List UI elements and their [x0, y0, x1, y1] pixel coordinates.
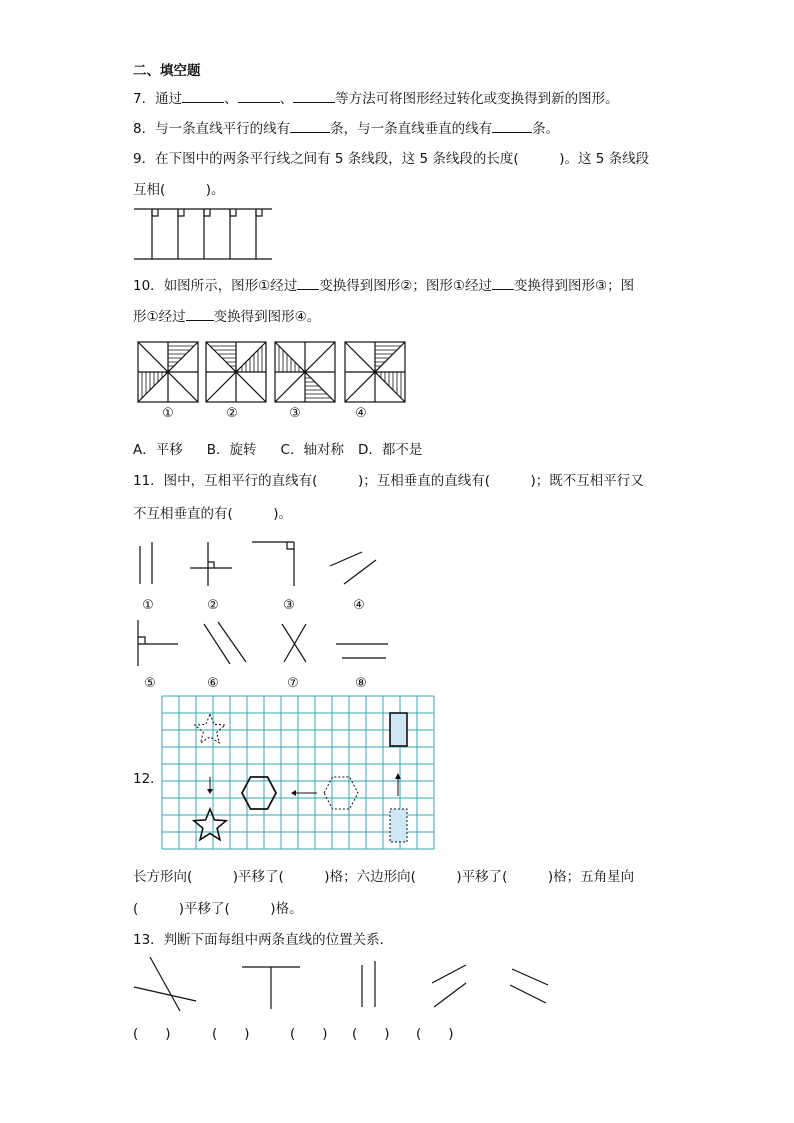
q10-square-3: [275, 342, 335, 402]
q10-label-3: ③: [289, 406, 301, 421]
q10-option-d[interactable]: D．都不是: [357, 442, 423, 458]
q11-label-2: ②: [207, 598, 219, 613]
q12-line-2: ( )平移了( )格。: [133, 901, 303, 917]
q9-line-2: 互相( )。: [133, 182, 225, 198]
q10-number: 10．: [133, 278, 164, 294]
q10-square-2: [206, 342, 266, 402]
q11-line-2: 不互相垂直的有( )。: [133, 506, 293, 522]
q10-option-b[interactable]: B．旋转: [206, 442, 257, 458]
q12-line-1: 长方形向( )平移了( )格；六边形向( )平移了( )格；五角星向: [133, 869, 635, 885]
q8-text-b: 条，与一条直线垂直的线有: [330, 121, 493, 137]
q10-blank-3[interactable]: [186, 307, 214, 321]
q11-label-3: ③: [283, 598, 295, 613]
q12-grid-figure: [161, 695, 440, 858]
q10-option-c[interactable]: C．轴对称: [280, 442, 344, 458]
q10-text-e: 变换得到图形④。: [213, 309, 321, 325]
q10-options: [133, 441, 422, 459]
q7-number: 7．: [133, 91, 156, 107]
star-original-dashed: [195, 714, 225, 743]
q10-option-a[interactable]: A．平移: [133, 442, 183, 458]
q11-pair-1: [140, 542, 152, 584]
question-7: [133, 89, 619, 108]
q10-text-d: 形①经过: [133, 309, 186, 325]
q8-number: 8．: [133, 121, 156, 137]
q13-pair-1: [134, 957, 196, 1011]
q11-pair-7: [282, 624, 306, 662]
q13-answer-1[interactable]: ( ): [133, 1026, 171, 1042]
rectangle-original-dashed: [390, 809, 407, 842]
q11-pair-3: [252, 542, 294, 586]
q11-label-5: ⑤: [144, 676, 156, 691]
q13-pair-4: [432, 965, 466, 1007]
q10-square-4: [345, 342, 405, 402]
rectangle-translated: [390, 713, 407, 746]
q7-blank-3[interactable]: [293, 89, 335, 103]
q9-right-angle-mark: [204, 209, 210, 216]
q11-label-7: ⑦: [287, 676, 299, 691]
q9-right-angle-mark: [256, 209, 262, 216]
q9-parallel-lines-figure: [134, 205, 274, 261]
section-title: 二、填空题: [133, 63, 201, 79]
q7-text-a: 通过: [155, 91, 183, 107]
q7-separator: 、: [224, 91, 238, 107]
q8-blank-2[interactable]: [492, 119, 532, 133]
q9-right-angle-mark: [152, 209, 158, 216]
q10-line-1: [133, 276, 634, 295]
q13-answer-2[interactable]: ( ): [212, 1026, 250, 1042]
q10-blank-2[interactable]: [492, 276, 514, 290]
q10-square-1: [138, 342, 198, 402]
q10-line-2: [133, 307, 320, 326]
q10-square-figures: [136, 340, 416, 406]
q9-right-angle-mark: [230, 209, 236, 216]
q10-text-a: 如图所示，图形①经过: [163, 278, 298, 294]
q8-text-c: 条。: [532, 121, 560, 137]
q13-pair-3: [362, 961, 375, 1007]
q9-line-1: 9．在下图中的两条平行线之间有 5 条线段，这 5 条线段的长度( )。这 5 条线段: [133, 151, 650, 167]
q10-label-1: ①: [162, 406, 174, 421]
question-8: [133, 119, 559, 138]
q13-answer-5[interactable]: ( ): [416, 1026, 454, 1042]
q13-pair-2: [242, 967, 300, 1009]
q11-label-6: ⑥: [207, 676, 219, 691]
q7-text-b: 等方法可将图形经过转化或变换得到新的图形。: [335, 91, 619, 107]
q11-label-1: ①: [142, 598, 154, 613]
q8-blank-1[interactable]: [290, 119, 330, 133]
q11-line-1: 11．图中，互相平行的直线有( )；互相垂直的直线有( )；既不互相平行又: [133, 473, 644, 489]
q13-line-1: 13．判断下面每组中两条直线的位置关系．: [133, 932, 394, 948]
q13-pair-5: [510, 969, 548, 1003]
q10-label-2: ②: [226, 406, 238, 421]
q11-pair-4: [330, 552, 376, 584]
q10-text-c: 变换得到图形③；图: [514, 278, 635, 294]
q11-pair-2: [190, 542, 232, 586]
q12-number: 12．: [133, 771, 164, 787]
q7-separator: 、: [279, 91, 294, 107]
hexagon-original-dashed: [324, 777, 358, 809]
q8-text-a: 与一条直线平行的线有: [155, 121, 291, 137]
q13-answer-4[interactable]: ( ): [352, 1026, 390, 1042]
q7-blank-2[interactable]: [238, 89, 280, 103]
star-arrow-head: [207, 789, 213, 794]
q11-pair-5: [138, 620, 178, 666]
q13-line-pairs-figure: [130, 955, 560, 1015]
q11-pair-6: [204, 622, 246, 664]
hexagon-arrow-head: [291, 790, 296, 796]
q10-blank-1[interactable]: [297, 276, 319, 290]
q13-answer-3[interactable]: ( ): [290, 1026, 328, 1042]
q9-right-angle-mark: [178, 209, 184, 216]
q10-label-4: ④: [355, 406, 367, 421]
q11-label-4: ④: [353, 598, 365, 613]
q7-blank-1[interactable]: [182, 89, 224, 103]
star-translated: [194, 809, 226, 840]
q10-text-b: 变换得到图形②；图形①经过: [319, 278, 493, 294]
q11-pair-8: [336, 644, 388, 658]
q11-label-8: ⑧: [355, 676, 367, 691]
